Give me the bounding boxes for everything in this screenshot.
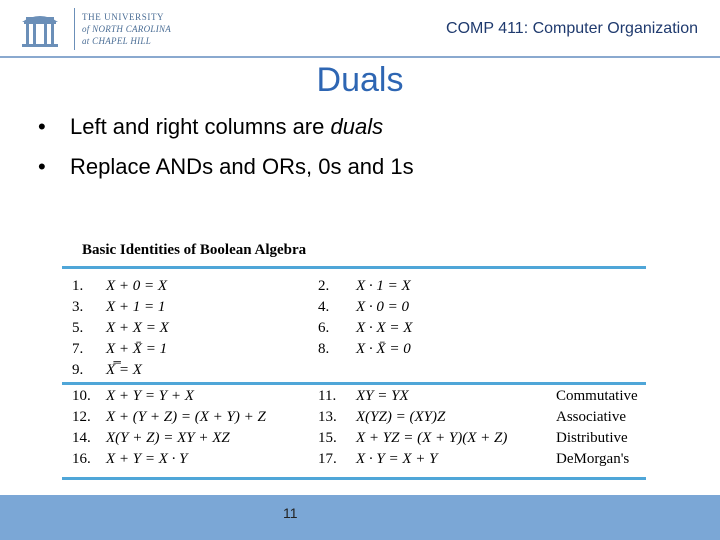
identity-right: X + YZ = (X + Y)(X + Z) [356,430,508,446]
logo-divider [74,8,75,50]
identity-right: X · X̄ = 0 [356,341,411,357]
identity-left: X + X̄ = 1 [106,341,168,357]
boolean-identities-table [62,236,646,482]
identity-law-name: Commutative [556,388,638,404]
identity-number: 7. [72,341,84,357]
identity-number: 1. [72,278,84,294]
table-row [62,276,646,297]
logo-wordmark: THE UNIVERSITY of NORTH CAROLINA at CHAPEL HILL [82,12,172,46]
identity-left: X + 1 = 1 [106,299,166,315]
identity-right: X · 0 = 0 [356,299,410,315]
identity-number: 6. [318,320,330,336]
slide-header [0,0,720,58]
table-row [62,449,646,470]
identity-left: X + Y = X · Y [106,451,188,467]
identity-right: X · X = X [356,320,413,336]
identity-law-name: Distributive [556,430,628,446]
identity-left: X + (Y + Z) = (X + Y) + Z [106,409,266,425]
table-row [62,297,646,318]
table-middle-rule [62,382,646,385]
identity-number: 2. [318,278,330,294]
identity-number: 4. [318,299,330,315]
identity-number: 12. [72,409,91,425]
identity-number: 5. [72,320,84,336]
identity-number: 16. [72,451,91,467]
table-row [62,339,646,360]
bullet-item: • Replace ANDs and ORs, 0s and 1s [38,152,414,192]
bullet-list [38,112,414,192]
identity-left: X(Y + Z) = XY + XZ [106,430,230,446]
table-title: Basic Identities of Boolean Algebra [82,242,307,258]
bullet-dot-icon: • [38,114,46,139]
course-title: COMP 411: Computer Organization [446,20,698,37]
identity-left: X + 0 = X [106,278,168,294]
identity-number: 17. [318,451,337,467]
table-row [62,386,646,407]
table-row [62,428,646,449]
slide-footer-bar [0,495,720,540]
old-well-icon [18,8,62,50]
university-logo [18,8,178,50]
identity-right: X · 1 = X [356,278,411,294]
table-bottom-rule [62,477,646,480]
identity-number: 10. [72,388,91,404]
bullet-item: • Left and right columns are duals [38,112,414,152]
identity-left: X + X = X [106,320,169,336]
identity-right: XY = YX [356,388,409,404]
identity-law-name: Associative [556,409,626,425]
identity-number: 3. [72,299,84,315]
identity-right: X · Y = X + Y [356,451,438,467]
page-number: 11 [283,505,298,521]
table-row [62,360,646,381]
header-rule [0,56,720,58]
identity-left: X̿ = X [106,362,142,378]
table-row [62,318,646,339]
identity-number: 8. [318,341,330,357]
identity-law-name: DeMorgan's [556,451,630,467]
identity-left: X + Y = Y + X [106,388,194,404]
identity-number: 11. [318,388,337,404]
identity-number: 15. [318,430,337,446]
slide-title: Duals [316,61,404,99]
identity-number: 9. [72,362,84,378]
identity-right: X(YZ) = (XY)Z [356,409,446,425]
table-top-rule [62,266,646,269]
identity-number: 13. [318,409,337,425]
bullet-dot-icon: • [38,154,46,179]
identity-number: 14. [72,430,91,446]
table-row [62,407,646,428]
